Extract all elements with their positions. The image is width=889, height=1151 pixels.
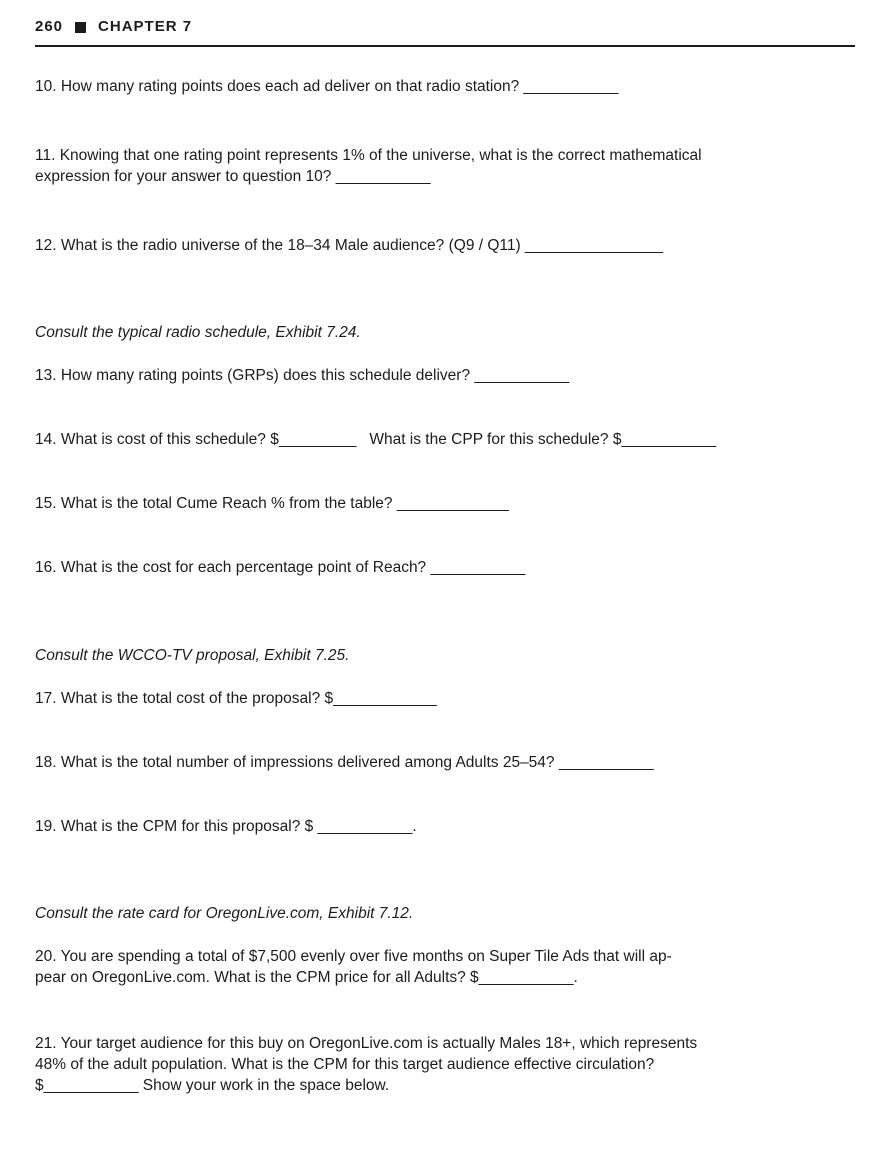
consult-wcco-proposal: Consult the WCCO-TV proposal, Exhibit 7.25. <box>35 647 350 664</box>
question-18: 18. What is the total number of impressions delivered among Adults 25–54? ___________ <box>35 754 654 771</box>
consult-rate-card: Consult the rate card for OregonLive.com, Exhibit 7.12. <box>35 905 414 922</box>
question-11-line-2: expression for your answer to question 10? ___________ <box>35 168 431 185</box>
question-17: 17. What is the total cost of the proposal? $____________ <box>35 690 437 707</box>
page-number: 260 <box>35 18 64 35</box>
question-16: 16. What is the cost for each percentage point of Reach? ___________ <box>35 559 526 576</box>
chapter-title: CHAPTER 7 <box>98 18 193 35</box>
question-21-line-2: 48% of the adult population. What is the CPM for this target audience effective circulation? <box>35 1056 655 1073</box>
question-14: 14. What is cost of this schedule? $_________ What is the CPP for this schedule? $___________ <box>35 431 717 448</box>
question-13: 13. How many rating points (GRPs) does this schedule deliver? ___________ <box>35 367 570 384</box>
question-10: 10. How many rating points does each ad deliver on that radio station? ___________ <box>35 78 619 95</box>
question-21-line-1: 21. Your target audience for this buy on OregonLive.com is actually Males 18+, which represents <box>35 1035 698 1052</box>
question-20-line-1: 20. You are spending a total of $7,500 evenly over five months on Super Tile Ads that will ap- <box>35 948 672 965</box>
question-19: 19. What is the CPM for this proposal? $ ___________. <box>35 818 417 835</box>
question-12: 12. What is the radio universe of the 18–34 Male audience? (Q9 / Q11) ________________ <box>35 237 663 254</box>
question-15: 15. What is the total Cume Reach % from the table? _____________ <box>35 495 509 512</box>
question-21-line-3: $___________ Show your work in the space below. <box>35 1077 390 1094</box>
page-header <box>35 18 855 47</box>
consult-radio-schedule: Consult the typical radio schedule, Exhibit 7.24. <box>35 324 361 341</box>
square-bullet-icon <box>75 22 86 33</box>
question-20-line-2: pear on OregonLive.com. What is the CPM price for all Adults? $___________. <box>35 969 578 986</box>
question-11-line-1: 11. Knowing that one rating point represents 1% of the universe, what is the correct mathematical <box>35 147 702 164</box>
